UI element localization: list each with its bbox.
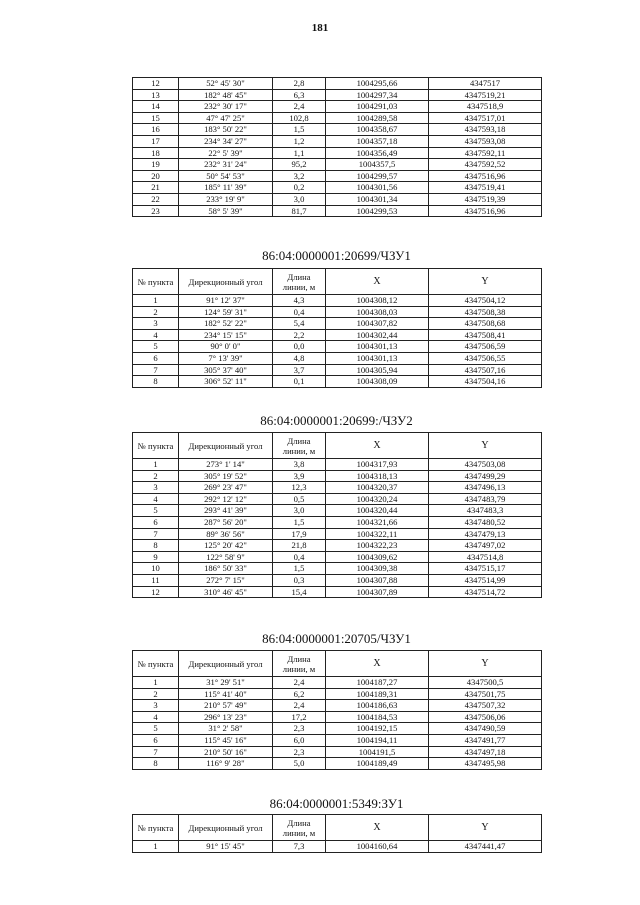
table-row — [133, 700, 542, 712]
table-row — [133, 193, 542, 205]
coordinates-table-4 — [132, 814, 542, 853]
cell-x: 1004307,88 — [326, 574, 429, 586]
table-row — [133, 551, 542, 563]
cell-angle: 115° 45' 16" — [179, 734, 273, 746]
cell-y: 4347495,98 — [429, 758, 542, 770]
table-row — [133, 528, 542, 540]
cell-x: 1004291,03 — [326, 101, 429, 113]
cell-angle: 234° 15' 15" — [179, 329, 273, 341]
cell-y: 4347514,99 — [429, 574, 542, 586]
cell-length: 6,0 — [273, 734, 326, 746]
cell-angle: 47° 47' 25" — [179, 112, 273, 124]
cell-length: 2,3 — [273, 723, 326, 735]
cell-y: 4347500,5 — [429, 677, 542, 689]
cell-length: 2,3 — [273, 746, 326, 758]
cell-y: 4347518,9 — [429, 101, 542, 113]
cell-y: 4347504,16 — [429, 376, 542, 388]
header-y: Y — [429, 433, 542, 459]
cell-angle: 306° 52' 11" — [179, 376, 273, 388]
cell-y: 4347503,08 — [429, 459, 542, 471]
cell-point: 20 — [133, 170, 179, 182]
cell-length: 7,3 — [273, 841, 326, 853]
cell-length: 3,0 — [273, 193, 326, 205]
cell-length: 0,3 — [273, 574, 326, 586]
cell-length: 5,0 — [273, 758, 326, 770]
cell-x: 1004320,37 — [326, 482, 429, 494]
cell-length: 5,4 — [273, 318, 326, 330]
cell-length: 2,8 — [273, 78, 326, 90]
cell-length: 17,2 — [273, 711, 326, 723]
cell-point: 23 — [133, 205, 179, 217]
table-row — [133, 574, 542, 586]
cell-angle: 22° 5' 39" — [179, 147, 273, 159]
cell-length: 3,8 — [273, 459, 326, 471]
cell-point: 13 — [133, 89, 179, 101]
header-angle: Дирекционный угол — [179, 815, 273, 841]
table-row — [133, 677, 542, 689]
cell-x: 1004308,12 — [326, 295, 429, 307]
cell-point: 2 — [133, 306, 179, 318]
cell-y: 4347593,08 — [429, 135, 542, 147]
cell-angle: 272° 7' 15" — [179, 574, 273, 586]
cell-point: 5 — [133, 505, 179, 517]
cell-x: 1004299,57 — [326, 170, 429, 182]
cell-length: 3,9 — [273, 470, 326, 482]
cell-length: 21,8 — [273, 540, 326, 552]
cell-x: 1004301,13 — [326, 352, 429, 364]
cell-x: 1004297,34 — [326, 89, 429, 101]
cell-point: 14 — [133, 101, 179, 113]
cell-length: 1,2 — [273, 135, 326, 147]
table-row — [133, 124, 542, 136]
table-row — [133, 205, 542, 217]
cell-angle: 50° 54' 53" — [179, 170, 273, 182]
cell-point: 2 — [133, 688, 179, 700]
cell-x: 1004289,58 — [326, 112, 429, 124]
cell-length: 3,2 — [273, 170, 326, 182]
cell-length: 0,4 — [273, 551, 326, 563]
cell-angle: 122° 58' 9" — [179, 551, 273, 563]
header-length: Длина линии, м — [273, 815, 326, 841]
section-title-1: 86:04:0000001:20699/ЧЗУ1 — [262, 248, 411, 263]
header-x: X — [326, 269, 429, 295]
cell-x: 1004356,49 — [326, 147, 429, 159]
cell-y: 4347516,96 — [429, 205, 542, 217]
table-row — [133, 159, 542, 171]
table-row — [133, 711, 542, 723]
cell-y: 4347519,41 — [429, 182, 542, 194]
cell-angle: 7° 13' 39" — [179, 352, 273, 364]
header-point: № пункта — [133, 269, 179, 295]
header-y: Y — [429, 269, 542, 295]
cell-point: 6 — [133, 352, 179, 364]
cell-length: 1,5 — [273, 563, 326, 575]
cell-y: 4347504,12 — [429, 295, 542, 307]
cell-angle: 310° 46' 45" — [179, 586, 273, 598]
cell-angle: 183° 50' 22" — [179, 124, 273, 136]
cell-x: 1004301,56 — [326, 182, 429, 194]
cell-y: 4347497,18 — [429, 746, 542, 758]
cell-x: 1004305,94 — [326, 364, 429, 376]
cell-length: 0,1 — [273, 376, 326, 388]
cell-point: 8 — [133, 540, 179, 552]
cell-angle: 234° 34' 27" — [179, 135, 273, 147]
cell-point: 12 — [133, 586, 179, 598]
table-row — [133, 841, 542, 853]
cell-x: 1004307,89 — [326, 586, 429, 598]
cell-angle: 273° 1' 14" — [179, 459, 273, 471]
table-row — [133, 540, 542, 552]
cell-point: 6 — [133, 516, 179, 528]
cell-x: 1004184,53 — [326, 711, 429, 723]
cell-y: 4347479,13 — [429, 528, 542, 540]
cell-y: 4347480,52 — [429, 516, 542, 528]
cell-x: 1004299,53 — [326, 205, 429, 217]
cell-x: 1004308,09 — [326, 376, 429, 388]
cell-x: 1004322,11 — [326, 528, 429, 540]
cell-x: 1004308,03 — [326, 306, 429, 318]
cell-length: 6,2 — [273, 688, 326, 700]
cell-length: 17,9 — [273, 528, 326, 540]
cell-x: 1004192,15 — [326, 723, 429, 735]
cell-angle: 90° 0' 0" — [179, 341, 273, 353]
cell-point: 4 — [133, 329, 179, 341]
cell-point: 17 — [133, 135, 179, 147]
cell-angle: 91° 12' 37" — [179, 295, 273, 307]
table-row — [133, 112, 542, 124]
cell-point: 15 — [133, 112, 179, 124]
cell-point: 22 — [133, 193, 179, 205]
cell-y: 4347506,06 — [429, 711, 542, 723]
cell-y: 4347491,77 — [429, 734, 542, 746]
cell-point: 3 — [133, 318, 179, 330]
cell-angle: 31° 2' 58" — [179, 723, 273, 735]
cell-y: 4347507,32 — [429, 700, 542, 712]
header-length: Длина линии, м — [273, 651, 326, 677]
cell-y: 4347506,59 — [429, 341, 542, 353]
section-title-2: 86:04:0000001:20699:/ЧЗУ2 — [260, 413, 413, 428]
cell-x: 1004302,44 — [326, 329, 429, 341]
cell-angle: 52° 45' 30" — [179, 78, 273, 90]
cell-length: 1,5 — [273, 124, 326, 136]
cell-length: 2,2 — [273, 329, 326, 341]
cell-point: 8 — [133, 758, 179, 770]
table-row — [133, 89, 542, 101]
cell-y: 4347519,39 — [429, 193, 542, 205]
cell-point: 5 — [133, 723, 179, 735]
header-angle: Дирекционный угол — [179, 269, 273, 295]
cell-angle: 116° 9' 28" — [179, 758, 273, 770]
cell-x: 1004301,13 — [326, 341, 429, 353]
header-point: № пункта — [133, 433, 179, 459]
cell-x: 1004189,49 — [326, 758, 429, 770]
cell-x: 1004320,24 — [326, 493, 429, 505]
table-row — [133, 341, 542, 353]
cell-point: 5 — [133, 341, 179, 353]
cell-point: 11 — [133, 574, 179, 586]
cell-x: 1004318,13 — [326, 470, 429, 482]
table-row — [133, 470, 542, 482]
cell-y: 4347508,38 — [429, 306, 542, 318]
cell-length: 3,7 — [273, 364, 326, 376]
cell-point: 16 — [133, 124, 179, 136]
header-y: Y — [429, 815, 542, 841]
cell-length: 95,2 — [273, 159, 326, 171]
cell-angle: 31° 29' 51" — [179, 677, 273, 689]
cell-length: 81,7 — [273, 205, 326, 217]
header-point: № пункта — [133, 651, 179, 677]
table-row — [133, 170, 542, 182]
cell-angle: 296° 13' 23" — [179, 711, 273, 723]
table-row — [133, 101, 542, 113]
cell-point: 7 — [133, 746, 179, 758]
header-y: Y — [429, 651, 542, 677]
coordinates-table-3 — [132, 650, 542, 770]
table-row — [133, 295, 542, 307]
cell-y: 4347592,52 — [429, 159, 542, 171]
cell-length: 12,3 — [273, 482, 326, 494]
table-row — [133, 352, 542, 364]
cell-point: 21 — [133, 182, 179, 194]
cell-point: 1 — [133, 295, 179, 307]
cell-point: 4 — [133, 493, 179, 505]
cell-y: 4347499,29 — [429, 470, 542, 482]
coordinates-table-continued — [132, 77, 542, 217]
cell-length: 2,4 — [273, 101, 326, 113]
table-row — [133, 482, 542, 494]
cell-y: 4347508,68 — [429, 318, 542, 330]
cell-point: 10 — [133, 563, 179, 575]
cell-length: 6,3 — [273, 89, 326, 101]
cell-length: 0,0 — [273, 341, 326, 353]
cell-angle: 89° 36' 56" — [179, 528, 273, 540]
cell-y: 4347515,17 — [429, 563, 542, 575]
cell-x: 1004309,38 — [326, 563, 429, 575]
table-row — [133, 734, 542, 746]
table-row — [133, 563, 542, 575]
cell-angle: 124° 59' 31" — [179, 306, 273, 318]
cell-y: 4347508,41 — [429, 329, 542, 341]
cell-y: 4347517 — [429, 78, 542, 90]
cell-angle: 233° 19' 9" — [179, 193, 273, 205]
cell-x: 1004187,27 — [326, 677, 429, 689]
cell-length: 3,0 — [273, 505, 326, 517]
cell-y: 4347506,55 — [429, 352, 542, 364]
cell-y: 4347593,18 — [429, 124, 542, 136]
cell-x: 1004301,34 — [326, 193, 429, 205]
table-row — [133, 505, 542, 517]
cell-length: 15,4 — [273, 586, 326, 598]
cell-x: 1004358,67 — [326, 124, 429, 136]
coordinates-table-1 — [132, 268, 542, 388]
cell-length: 4,3 — [273, 295, 326, 307]
table-row — [133, 459, 542, 471]
table-row — [133, 182, 542, 194]
header-length: Длина линии, м — [273, 433, 326, 459]
table-row — [133, 306, 542, 318]
cell-point: 3 — [133, 482, 179, 494]
cell-point: 19 — [133, 159, 179, 171]
table-row — [133, 516, 542, 528]
cell-point: 18 — [133, 147, 179, 159]
cell-y: 4347514,72 — [429, 586, 542, 598]
cell-point: 9 — [133, 551, 179, 563]
table-row — [133, 586, 542, 598]
cell-angle: 210° 57' 49" — [179, 700, 273, 712]
table-row — [133, 135, 542, 147]
cell-angle: 287° 56' 20" — [179, 516, 273, 528]
cell-y: 4347483,79 — [429, 493, 542, 505]
cell-x: 1004160,64 — [326, 841, 429, 853]
cell-point: 1 — [133, 459, 179, 471]
cell-y: 4347490,59 — [429, 723, 542, 735]
cell-angle: 305° 19' 52" — [179, 470, 273, 482]
cell-x: 1004357,5 — [326, 159, 429, 171]
header-x: X — [326, 433, 429, 459]
table-row — [133, 318, 542, 330]
page-number: 181 — [311, 22, 329, 34]
cell-x: 1004321,66 — [326, 516, 429, 528]
cell-angle: 293° 41' 39" — [179, 505, 273, 517]
cell-angle: 115° 41' 40" — [179, 688, 273, 700]
cell-point: 12 — [133, 78, 179, 90]
cell-x: 1004194,11 — [326, 734, 429, 746]
cell-y: 4347507,16 — [429, 364, 542, 376]
cell-x: 1004322,23 — [326, 540, 429, 552]
cell-y: 4347483,3 — [429, 505, 542, 517]
header-angle: Дирекционный угол — [179, 651, 273, 677]
cell-length: 4,8 — [273, 352, 326, 364]
table-row — [133, 723, 542, 735]
cell-angle: 182° 48' 45" — [179, 89, 273, 101]
cell-y: 4347501,75 — [429, 688, 542, 700]
section-title-4: 86:04:0000001:5349:ЗУ1 — [269, 796, 404, 811]
cell-length: 0,4 — [273, 306, 326, 318]
cell-y: 4347514,8 — [429, 551, 542, 563]
header-length: Длина линии, м — [273, 269, 326, 295]
cell-x: 1004186,63 — [326, 700, 429, 712]
table-row — [133, 493, 542, 505]
cell-angle: 232° 30' 17" — [179, 101, 273, 113]
table-row — [133, 364, 542, 376]
cell-angle: 305° 37' 40" — [179, 364, 273, 376]
cell-angle: 185° 11' 39" — [179, 182, 273, 194]
cell-point: 8 — [133, 376, 179, 388]
header-x: X — [326, 651, 429, 677]
cell-length: 1,5 — [273, 516, 326, 528]
cell-point: 2 — [133, 470, 179, 482]
section-title-3: 86:04:0000001:20705/ЧЗУ1 — [262, 631, 411, 646]
cell-length: 0,2 — [273, 182, 326, 194]
cell-angle: 91° 15' 45" — [179, 841, 273, 853]
cell-y: 4347519,21 — [429, 89, 542, 101]
cell-x: 1004320,44 — [326, 505, 429, 517]
cell-y: 4347441,47 — [429, 841, 542, 853]
header-angle: Дирекционный угол — [179, 433, 273, 459]
cell-point: 3 — [133, 700, 179, 712]
table-row — [133, 376, 542, 388]
cell-angle: 269° 23' 47" — [179, 482, 273, 494]
cell-length: 102,8 — [273, 112, 326, 124]
cell-angle: 125° 20' 42" — [179, 540, 273, 552]
cell-y: 4347592,11 — [429, 147, 542, 159]
cell-point: 4 — [133, 711, 179, 723]
header-x: X — [326, 815, 429, 841]
cell-point: 7 — [133, 528, 179, 540]
cell-point: 6 — [133, 734, 179, 746]
cell-point: 1 — [133, 677, 179, 689]
table-row — [133, 758, 542, 770]
cell-angle: 186° 50' 33" — [179, 563, 273, 575]
cell-point: 1 — [133, 841, 179, 853]
cell-length: 2,4 — [273, 677, 326, 689]
cell-length: 1,1 — [273, 147, 326, 159]
cell-length: 2,4 — [273, 700, 326, 712]
cell-x: 1004191,5 — [326, 746, 429, 758]
cell-y: 4347497,02 — [429, 540, 542, 552]
cell-angle: 210° 50' 16" — [179, 746, 273, 758]
cell-x: 1004317,93 — [326, 459, 429, 471]
cell-x: 1004307,82 — [326, 318, 429, 330]
cell-x: 1004309,62 — [326, 551, 429, 563]
cell-y: 4347496,13 — [429, 482, 542, 494]
cell-angle: 292° 12' 12" — [179, 493, 273, 505]
table-row — [133, 147, 542, 159]
cell-y: 4347516,96 — [429, 170, 542, 182]
coordinates-table-2 — [132, 432, 542, 598]
cell-angle: 182° 52' 22" — [179, 318, 273, 330]
cell-x: 1004189,31 — [326, 688, 429, 700]
cell-y: 4347517,01 — [429, 112, 542, 124]
table-row — [133, 329, 542, 341]
header-point: № пункта — [133, 815, 179, 841]
table-row — [133, 78, 542, 90]
cell-angle: 232° 31' 24" — [179, 159, 273, 171]
table-row — [133, 688, 542, 700]
cell-x: 1004357,18 — [326, 135, 429, 147]
cell-length: 0,5 — [273, 493, 326, 505]
cell-angle: 58° 5' 39" — [179, 205, 273, 217]
table-row — [133, 746, 542, 758]
cell-point: 7 — [133, 364, 179, 376]
cell-x: 1004295,66 — [326, 78, 429, 90]
